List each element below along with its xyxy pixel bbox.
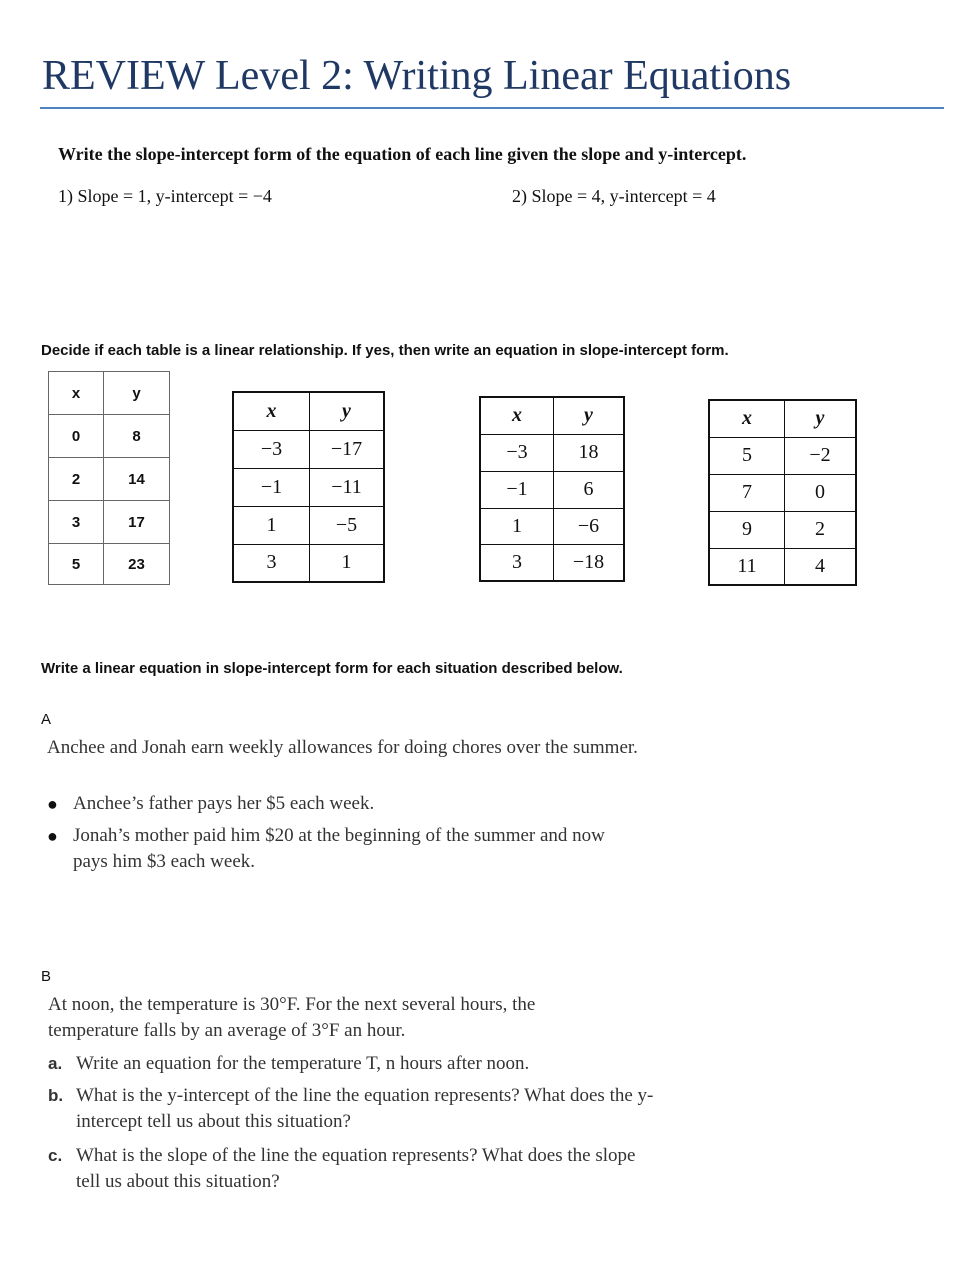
part-label: a. <box>48 1054 63 1073</box>
page-title: REVIEW Level 2: Writing Linear Equations <box>42 53 792 99</box>
table-cell: −17 <box>310 430 385 468</box>
table-cell: −11 <box>310 468 385 506</box>
part-label: b. <box>48 1086 64 1105</box>
table-cell: 3 <box>233 544 310 582</box>
table-4-header-x: x <box>709 400 785 437</box>
table-cell: 7 <box>709 474 785 511</box>
table-2 <box>232 391 385 583</box>
table-cell: 0 <box>49 415 104 458</box>
list-item <box>48 1143 658 1195</box>
table-3-header-y: y <box>554 397 625 434</box>
table-3-header-x: x <box>480 397 554 434</box>
table-4 <box>708 399 857 586</box>
table-1-header-y: y <box>104 372 170 415</box>
list-item <box>48 1083 658 1135</box>
table-cell: −6 <box>554 508 625 544</box>
problem-a-letter: A <box>41 711 52 728</box>
table-cell: −1 <box>233 468 310 506</box>
table-cell: 5 <box>709 437 785 474</box>
list-item <box>47 791 647 817</box>
bullet-icon: ● <box>47 794 58 814</box>
problem-a-intro: Anchee and Jonah earn weekly allowances for doing chores over the summer. <box>47 737 638 758</box>
table-cell: 6 <box>554 471 625 508</box>
table-cell: 17 <box>104 501 170 544</box>
table-cell: 9 <box>709 511 785 548</box>
table-2-header-x: x <box>233 392 310 430</box>
bullet-text: Anchee’s father pays her $5 each week. <box>73 793 375 814</box>
part-text: What is the slope of the line the equation represents? What does the slope tell us about this situation? <box>76 1145 636 1192</box>
problem-b-parts <box>48 1051 658 1195</box>
table-cell: 0 <box>785 474 857 511</box>
table-cell: −3 <box>480 434 554 471</box>
part-label: c. <box>48 1146 63 1165</box>
problem-b-letter: B <box>41 968 52 985</box>
part-text: Write an equation for the temperature T, n hours after noon. <box>76 1053 530 1074</box>
problem-a-bullets <box>47 791 647 875</box>
table-cell: −3 <box>233 430 310 468</box>
list-item <box>48 1051 658 1077</box>
part-text: What is the y-intercept of the line the equation represents? What does the y-intercept tell us about this situation? <box>76 1085 654 1132</box>
table-3 <box>479 396 625 582</box>
table-2-header-y: y <box>310 392 385 430</box>
section1-instruction: Write the slope-intercept form of the equation of each line given the slope and y-intercept. <box>58 144 747 164</box>
problem-1: 1) Slope = 1, y-intercept = −4 <box>58 186 272 206</box>
table-cell: −18 <box>554 544 625 581</box>
table-cell: 1 <box>233 506 310 544</box>
table-cell: 11 <box>709 548 785 585</box>
bullet-icon: ● <box>47 826 58 846</box>
title-underline <box>40 107 944 109</box>
table-cell: 2 <box>49 458 104 501</box>
table-cell: 3 <box>49 501 104 544</box>
table-cell: 1 <box>310 544 385 582</box>
section2-instruction: Decide if each table is a linear relationship. If yes, then write an equation in slope-intercept form. <box>41 342 729 359</box>
list-item <box>47 823 647 875</box>
table-cell: 8 <box>104 415 170 458</box>
table-cell: 3 <box>480 544 554 581</box>
table-cell: 14 <box>104 458 170 501</box>
bullet-text: Jonah’s mother paid him $20 at the beginning of the summer and now pays him $3 each week. <box>73 825 605 872</box>
table-cell: 1 <box>480 508 554 544</box>
table-cell: 18 <box>554 434 625 471</box>
table-cell: 4 <box>785 548 857 585</box>
table-1-header-x: x <box>49 372 104 415</box>
table-cell: 2 <box>785 511 857 548</box>
problem-2: 2) Slope = 4, y-intercept = 4 <box>512 186 716 206</box>
table-cell: −5 <box>310 506 385 544</box>
problem-b-intro: At noon, the temperature is 30°F. For the next several hours, the temperature falls by an average of 3°F an hour. <box>48 994 536 1041</box>
table-cell: 5 <box>49 544 104 585</box>
table-cell: 23 <box>104 544 170 585</box>
section3-instruction: Write a linear equation in slope-intercept form for each situation described below. <box>41 660 623 677</box>
table-1 <box>48 371 170 585</box>
table-cell: −2 <box>785 437 857 474</box>
table-4-header-y: y <box>785 400 857 437</box>
table-cell: −1 <box>480 471 554 508</box>
